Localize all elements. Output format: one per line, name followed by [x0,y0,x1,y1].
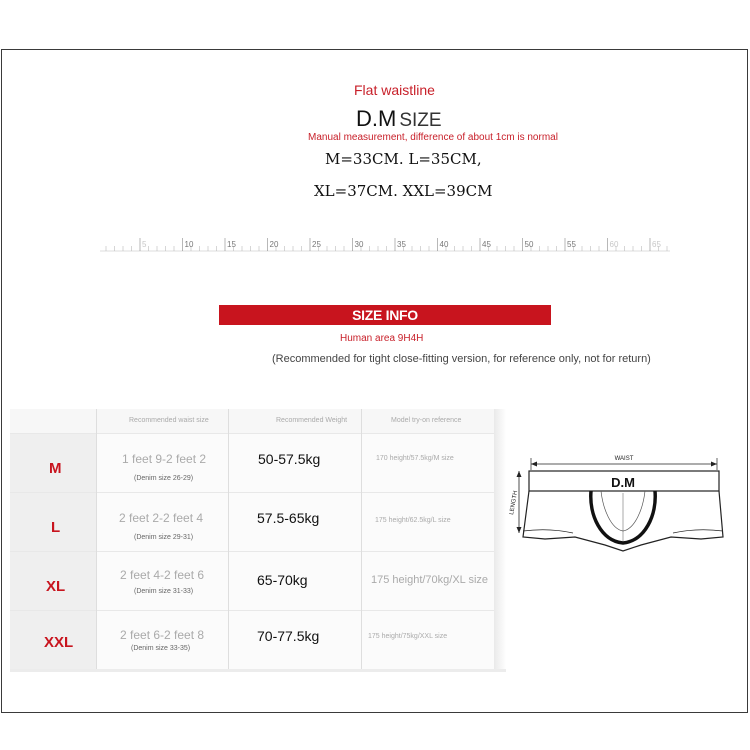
ruler-label: 5 [142,240,147,249]
diagram-brand: D.M [611,475,635,490]
header-model: Model try-on reference [391,417,462,424]
brand-size-heading [356,106,442,132]
denim-size: (Denim size 31-33) [134,588,194,595]
ruler-label: 25 [312,240,321,249]
recommendation-note: (Recommended for tight close-fitting version, for reference only, not for return) [272,353,651,365]
ruler-label: 20 [269,240,279,249]
table-row [10,492,494,551]
model-reference: 175 height/70kg/XL size [371,574,489,586]
table-row [10,551,494,610]
denim-size: (Denim size 33-35) [131,645,191,652]
manual-measurement-note: Manual measurement, difference of about 1cm is normal [308,132,558,143]
waist-value: 2 feet 6-2 feet 8 [120,628,205,642]
model-reference: 170 height/57.5kg/M size [376,455,454,462]
human-area-label: Human area 9H4H [340,333,424,344]
weight-value: 70-77.5kg [257,628,320,644]
sizes-line-1: M=33CM. L=35CM, [325,150,482,168]
denim-size: (Denim size 26-29) [134,475,194,482]
ruler-label: 55 [567,240,576,249]
ruler-label: 15 [227,240,236,249]
flat-waistline-title: Flat waistline [354,82,435,98]
denim-size: (Denim size 29-31) [134,534,194,541]
waist-value: 1 feet 9-2 feet 2 [122,452,207,466]
table-header-row [10,409,494,433]
ruler-label: 60 [609,240,619,249]
brand-name: D.M [356,106,397,131]
ruler-label: 30 [354,240,364,249]
waist-value: 2 feet 2-2 feet 4 [119,511,204,525]
weight-value: 50-57.5kg [258,451,321,467]
ruler-label: 65 [652,240,661,249]
ruler-label: 50 [524,240,534,249]
ruler-label: 10 [184,240,194,249]
waist-value: 2 feet 4-2 feet 6 [120,568,205,582]
size-label: XXL [44,634,74,651]
underwear-diagram [505,445,735,565]
length-label: LENGTH [509,490,520,516]
ruler-label: 40 [439,240,449,249]
header-weight: Recommended Weight [276,417,348,424]
model-reference: 175 height/62.5kg/L size [375,517,451,524]
waist-label: WAIST [614,456,634,462]
size-info-banner: SIZE INFO [219,305,551,325]
sizes-line-2: XL=37CM. XXL=39CM [314,182,493,200]
table-row [10,610,494,669]
ruler-label: 45 [482,240,491,249]
size-label: M [49,460,62,477]
weight-value: 65-70kg [257,572,308,588]
header-waist: Recommended waist size [129,417,209,424]
size-word: SIZE [399,110,442,131]
ruler-label: 35 [397,240,406,249]
size-table [10,409,494,669]
size-label: XL [46,578,66,595]
model-reference: 175 height/75kg/XXL size [368,633,448,640]
table-row [10,433,494,492]
weight-value: 57.5-65kg [257,510,320,526]
measuring-ruler [100,232,670,256]
size-label: L [51,519,61,536]
